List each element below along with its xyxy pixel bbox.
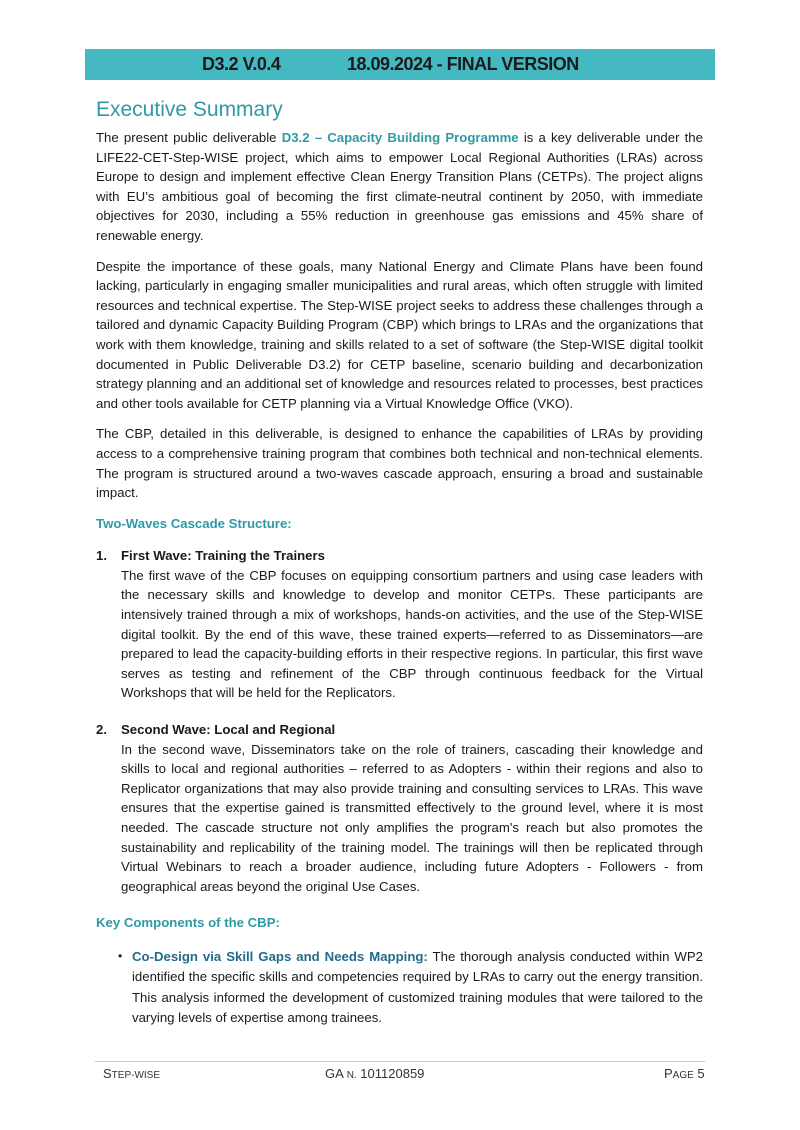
document-date-status: 18.09.2024 - FINAL VERSION [347,54,579,74]
subheading-components: Key Components of the CBP: [96,915,280,931]
deliverable-highlight: D3.2 – Capacity Building Programme [281,130,519,145]
bullet-lead: Co-Design via Skill Gaps and Needs Mapping: [132,948,428,964]
page-content [96,96,703,1029]
list-item-text: The first wave of the CBP focuses on equipping consortium partners and using case leaders with the necessary skills and knowledge to develop and monitor CETPs. These participants are intensively trained through a mix of workshops, hands-on activities, and the use of the Step-WISE digital toolkit. By the end of this wave, these trained experts—referred to as Disseminators—are prepared to lead the capacity-building efforts in their respective regions. In particular, this first wave serves as testing and refinement of the CBP through continuous feedback for the Virtual Workshops that will be held for the Replicators. [121,567,703,701]
footer-page-rest: AGE [672,1070,694,1081]
list-number: 1. [96,548,107,564]
bullet-item-codesign [96,947,703,1029]
footer-project-rest: TEP-WISE [111,1070,161,1081]
paragraph-cbp: The CBP, detailed in this deliverable, is designed to enhance the capabilities of LRAs by providing access to a comprehensive training program that combines both technical and non-technical elements. The program is structured around a two-waves cascade approach, ensuring a broad and sustainable impact. [96,426,703,501]
footer-grant-number [325,1066,424,1081]
list-item-text: In the second wave, Disseminators take on the role of trainers, cascading their knowledge and skills to local and regional authorities – referred to as Adopters - within their regions and also to Replicator organizations that may also provide training and consulting services to LRAs. This wave ensures that the expertise gained is transmitted effectively to the ground level, where it is most needed. The cascade structure not only amplifies the program's reach but also promotes the sustainability and replicability of the training model. The trainings will then be replicated through Virtual Webinars to reach a broader audience, including future Adopters - Followers - from geographical areas beyond the original Use Cases. [121,741,703,894]
document-version: D3.2 V.0.4 [202,54,281,74]
list-item-title: First Wave: Training the Trainers [121,548,325,564]
section-title: Executive Summary [96,98,283,121]
footer-page-value: 5 [693,1066,705,1081]
list-item-first-wave [96,546,703,703]
paragraph-challenges: Despite the importance of these goals, many National Energy and Climate Plans have been found lacking, particularly in engaging smaller municipalities and rural areas, which often struggle with limited resources and technical expertise. The Step-WISE project seeks to address these challenges through a tailored and dynamic Capacity Building Program (CBP) which brings to LRAs and the organizations that work with them knowledge, training and skills related to a set of software (the Step-WISE digital toolkit documented in Public Deliverable D3.2) for CETP baseline, scenario building and decarbonization strategy planning and an additional set of knowledge and resources related to processes, best practices and other tools available for CETP planning via a Virtual Knowledge Office (VKO). [96,258,703,411]
paragraph-intro [96,128,703,246]
document-header-bar [85,49,715,80]
footer-page-initial: P [664,1066,673,1081]
footer-project-initial: S [103,1066,112,1081]
footer-page-number [664,1066,705,1081]
bullet-text: The thorough analysis conducted within WP2 identified the specific skills and competencies required by LRAs to carry out the energy transition. This analysis informed the development of customized training modules that were tailored to the varying levels of expertise among trainees. [132,948,703,1026]
list-item-title: Second Wave: Local and Regional [121,722,336,738]
subheading-cascade: Two-Waves Cascade Structure: [96,515,292,531]
list-number: 2. [96,722,107,738]
paragraph-intro-rest: is a key deliverable under the LIFE22-CET-Step-WISE project, which aims to empower Local Regional Authorities (LRAs) across Europe to design and implement effective Clean Energy Transition Plans (CETPs). The project aligns with EU’s ambitious goal of becoming the first climate-neutral continent by 2050, with immediate objectives for 2030, including a 55% reduction in greenhouse gas emissions and 45% share of renewable energy. [96,130,703,243]
footer-grant-prefix: GA [325,1066,347,1081]
footer-grant-value: 101120859 [356,1066,425,1081]
paragraph-intro-start: The present public deliverable [96,130,282,145]
footer-grant-abbrev: N. [346,1070,357,1081]
footer-divider [95,1061,705,1062]
list-item-second-wave [96,720,703,896]
bullet-icon: • [118,948,123,963]
footer-project-name [103,1066,160,1081]
